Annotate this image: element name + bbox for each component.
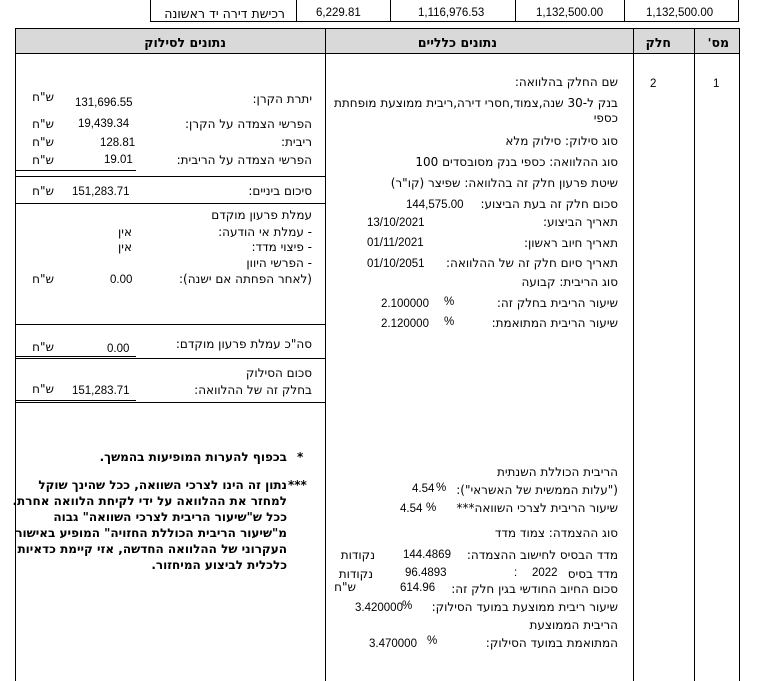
index-base-colon: : [514, 567, 518, 579]
amount-label: סכום חלק זה בעת הביצוע: [480, 197, 618, 211]
row-number: 1 [713, 78, 720, 90]
total-fee-currency: ש"ח [32, 340, 54, 354]
header-general-data: נתונים כלליים [417, 35, 497, 50]
interest-link-currency: ש"ח [32, 153, 54, 167]
avg-rate-label: שיעור ריבית ממוצעת במועד הסילוק: [431, 600, 618, 614]
header-row-bg [16, 29, 739, 53]
principal-currency: ש"ח [32, 90, 54, 104]
part-name-line-1: בנק ל-30 שנה,צמוד,חסרי דירה,ריבית ממוצעת מופחתת [334, 96, 618, 110]
header-no: מס' [707, 35, 729, 50]
note-2-line-6: כלכלית לביצוע המיחזור. [151, 558, 287, 572]
header-payoff-data: נתונים לסילוק [144, 35, 226, 50]
real-cost-pct: % [436, 482, 447, 494]
end-date-label: תאריך סיום חלק זה של ההלוואה: [445, 256, 618, 270]
compare-rate-value: 4.54 [400, 503, 423, 515]
real-cost-label: ("עלות הממשית של האשראי"): [456, 483, 618, 497]
base-index-label: מדד הבסיס לחישוב ההצמדה: [466, 548, 618, 562]
exec-date-label: תאריך הביצוע: [542, 215, 618, 229]
monthly-charge-unit: ש"ח [334, 580, 356, 594]
top-row-label: רכישת דירה יד ראשונה [164, 6, 285, 21]
subtotal-label: סיכום ביניים: [248, 184, 312, 198]
base-index-unit: נקודות [340, 548, 375, 562]
avg-adj-rate-label-2: המתואמת במועד הסילוק: [485, 636, 618, 650]
index-comp-value: אין [118, 240, 132, 254]
avg-adj-rate-label-1: הריבית הממוצעת [529, 618, 618, 632]
avg-rate-pct: % [402, 600, 413, 612]
principal-link-currency: ש"ח [32, 117, 54, 131]
note-2-line-4: מ"שיעור הריבית הכוללת החזויה" המופיע באישור [15, 526, 287, 540]
rate-diff-label: - הפרשי היוון [246, 256, 312, 270]
subtotal-value: 151,283.71 [72, 186, 130, 198]
index-base-value: 96.4893 [405, 567, 447, 579]
repayment-method: שיטת פרעון חלק זה בהלוואה: שפיצר (קו"ר) [390, 176, 618, 190]
total-fee-label: סה"כ עמלת פרעון מוקדם: [175, 337, 312, 351]
payoff-sum-label-1: סכום הסילוק [245, 366, 312, 380]
interest-link-label: הפרשי הצמדה על הריבית: [176, 153, 312, 167]
index-base-year: 2022 [532, 567, 558, 579]
adj-rate-value: 2.120000 [381, 318, 429, 330]
amount-value: 144,575.00 [406, 199, 464, 211]
avg-adj-rate-pct: % [427, 635, 438, 647]
rate-type: סוג הריבית: קבועה [521, 275, 618, 289]
monthly-charge-label: סכום החיוב החודשי בגין חלק זה: [451, 582, 618, 596]
payoff-sum-label-2: בחלק זה של ההלוואה: [194, 383, 312, 397]
header-part: חלק [645, 35, 671, 50]
note-2-line-2: למחזר את ההלוואה על ידי לקיחת הלוואה אחרת. [12, 494, 287, 508]
adj-rate-pct: % [444, 316, 455, 328]
rate-diff-sub: (לאחר הפחתה אם ישנה): [178, 272, 312, 286]
note-2-marker: *** [288, 478, 307, 492]
first-charge-value: 01/11/2021 [367, 237, 424, 249]
note-2-line-1: נתון זה הינו לצרכי השוואה, ככל שהינך שוקל [38, 478, 287, 492]
real-cost-value: 4.54 [412, 483, 435, 495]
end-date-value: 01/10/2051 [367, 258, 425, 270]
note-2-line-3: ככל ש"שיעור הריבית לצרכי השוואה" גבוה [53, 510, 287, 524]
interest-link-value: 19.01 [104, 154, 133, 166]
rate-label: שיעור הריבית בחלק זה: [496, 296, 618, 310]
row-part: 2 [650, 78, 657, 90]
avg-rate-value: 3.420000 [355, 602, 403, 614]
principal-link-value: 19,439.34 [78, 118, 130, 130]
top-row-value-2: 1,116,976.53 [418, 7, 485, 19]
first-charge-label: תאריך חיוב ראשון: [523, 236, 618, 250]
note-1: בכפוף להערות המופיעות בהמשך. [99, 450, 287, 464]
top-row-value-1: 6,229.81 [316, 7, 361, 19]
total-fee-value: 0.00 [107, 343, 130, 355]
principal-label: יתרת הקרן: [252, 92, 312, 106]
exec-date-value: 13/10/2021 [367, 217, 425, 229]
link-type: סוג ההצמדה: צמוד מדד [494, 526, 618, 540]
annual-rate-label: הריבית הכוללת השנתית [496, 465, 618, 479]
interest-value: 128.81 [100, 137, 136, 149]
top-row-value-4: 1,132,500.00 [646, 7, 714, 19]
principal-link-label: הפרשי הצמדה על הקרן: [184, 117, 312, 131]
interest-label: ריבית: [280, 135, 312, 149]
avg-adj-rate-value: 3.470000 [369, 638, 417, 650]
index-base-label: מדד בסיס [567, 567, 618, 581]
compare-rate-pct: % [426, 502, 437, 514]
compare-rate-label: שיעור הריבית לצרכי השוואה*** [456, 501, 618, 515]
adj-rate-label: שיעור הריבית המתואמת: [491, 316, 618, 330]
payoff-sum-value: 151,283.71 [72, 385, 130, 397]
rate-diff-value: 0.00 [110, 274, 133, 286]
principal-value: 131,696.55 [75, 97, 133, 109]
payoff-sum-currency: ש"ח [32, 382, 54, 396]
monthly-charge-value: 614.96 [400, 582, 436, 594]
subtotal-currency: ש"ח [32, 184, 54, 198]
part-name-line-2: כספי [593, 111, 618, 125]
rate-diff-currency: ש"ח [32, 272, 54, 286]
rate-pct: % [444, 296, 455, 308]
no-notice-label: - עמלת אי הודעה: [218, 225, 312, 239]
rate-value: 2.100000 [381, 298, 429, 310]
note-1-marker: * [297, 450, 304, 464]
part-name-label: שם החלק בהלוואה: [514, 75, 618, 89]
early-fee-title: עמלת פרעון מוקדם [211, 208, 312, 222]
no-notice-value: אין [118, 225, 132, 239]
loan-type: סוג ההלוואה: כספי בנק מסובסדים 100 [415, 155, 618, 169]
payoff-type: סוג סילוק: סילוק מלא [505, 134, 618, 148]
index-comp-label: - פיצוי מדד: [251, 240, 312, 254]
interest-currency: ש"ח [32, 135, 54, 149]
index-base-unit: נקודות [338, 567, 373, 581]
base-index-value: 144.4869 [403, 549, 451, 561]
note-2-line-5: העקרוני של ההלוואה החדשה, אזי קיימת כדאיות [17, 542, 287, 556]
top-row-value-3: 1,132,500.00 [536, 7, 604, 19]
